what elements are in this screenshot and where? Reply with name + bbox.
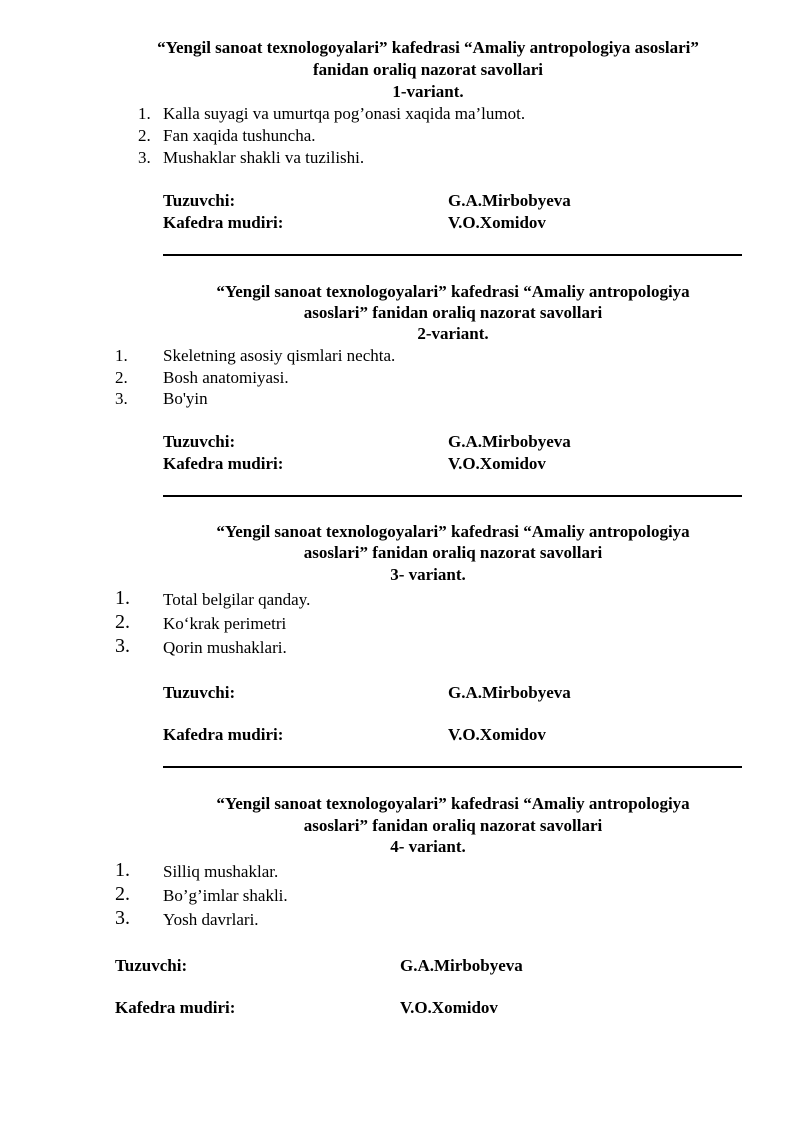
question-number: 2.	[115, 883, 130, 905]
separator-line	[163, 766, 742, 768]
variant-3-compiler-label: Tuzuvchi:	[163, 683, 236, 702]
variant-3-head-label: Kafedra mudiri:	[163, 725, 284, 744]
question-number: 3.	[115, 907, 130, 929]
variant-4-title-line-2: asoslari” fanidan oraliq nazorat savollari	[303, 816, 603, 835]
question-text: Kalla suyagi va umurtqa pog’onasi xaqida ma’lumot.	[163, 104, 526, 123]
variant-3-title-line-2: asoslari” fanidan oraliq nazorat savollari	[303, 543, 603, 562]
variant-4-head-label: Kafedra mudiri:	[115, 998, 236, 1017]
variant-4-compiler-name: G.A.Mirbobyeva	[400, 956, 523, 975]
variant-2-head-name: V.O.Xomidov	[448, 454, 546, 473]
variant-2-compiler-name: G.A.Mirbobyeva	[448, 432, 571, 451]
question-number: 2.	[138, 126, 151, 145]
variant-3-head-name: V.O.Xomidov	[448, 725, 546, 744]
variant-2-label: 2-variant.	[417, 324, 489, 343]
question-number: 3.	[138, 148, 151, 167]
separator-line	[163, 495, 742, 497]
question-text: Bosh anatomiyasi.	[163, 368, 289, 387]
question-text: Ko‘krak perimetri	[163, 614, 287, 633]
variant-2-title-line-2: asoslari” fanidan oraliq nazorat savollari	[303, 303, 603, 322]
question-number: 2.	[115, 368, 128, 387]
variant-1-compiler-name: G.A.Mirbobyeva	[448, 191, 571, 210]
question-text: Bo’g’imlar shakli.	[163, 886, 288, 905]
variant-1-head-name: V.O.Xomidov	[448, 213, 546, 232]
question-text: Fan xaqida tushuncha.	[163, 126, 316, 145]
variant-1-head-label: Kafedra mudiri:	[163, 213, 284, 232]
question-number: 1.	[115, 587, 130, 609]
variant-3-compiler-name: G.A.Mirbobyeva	[448, 683, 571, 702]
question-number: 2.	[115, 611, 130, 633]
variant-4-label: 4- variant.	[390, 837, 466, 856]
question-text: Total belgilar qanday.	[163, 590, 311, 609]
question-text: Bo'yin	[163, 389, 208, 408]
question-number: 3.	[115, 389, 128, 408]
variant-3-label: 3- variant.	[390, 565, 466, 584]
question-number: 1.	[115, 859, 130, 881]
question-text: Silliq mushaklar.	[163, 862, 279, 881]
question-number: 1.	[138, 104, 151, 123]
variant-1-title-line-2: fanidan oraliq nazorat savollari	[313, 60, 543, 79]
variant-4-head-name: V.O.Xomidov	[400, 998, 498, 1017]
question-number: 3.	[115, 635, 130, 657]
question-text: Skeletning asosiy qismlari nechta.	[163, 346, 396, 365]
question-number: 1.	[115, 346, 128, 365]
separator-line	[163, 254, 742, 256]
variant-2-compiler-label: Tuzuvchi:	[163, 432, 236, 451]
variant-2-head-label: Kafedra mudiri:	[163, 454, 284, 473]
variant-1-label: 1-variant.	[392, 82, 464, 101]
question-text: Mushaklar shakli va tuzilishi.	[163, 148, 365, 167]
variant-4-title-line-1: “Yengil sanoat texnologoyalari” kafedrasi “Amaliy antropologiya	[216, 794, 690, 813]
question-text: Yosh davrlari.	[163, 910, 259, 929]
variant-1-compiler-label: Tuzuvchi:	[163, 191, 236, 210]
variant-3-title-line-1: “Yengil sanoat texnologoyalari” kafedrasi “Amaliy antropologiya	[216, 522, 690, 541]
variant-1-title-line-1: “Yengil sanoat texnologoyalari” kafedrasi “Amaliy antropologiya asoslari”	[157, 38, 699, 57]
variant-4-compiler-label: Tuzuvchi:	[115, 956, 188, 975]
question-text: Qorin mushaklari.	[163, 638, 287, 657]
variant-2-title-line-1: “Yengil sanoat texnologoyalari” kafedrasi “Amaliy antropologiya	[216, 282, 690, 301]
